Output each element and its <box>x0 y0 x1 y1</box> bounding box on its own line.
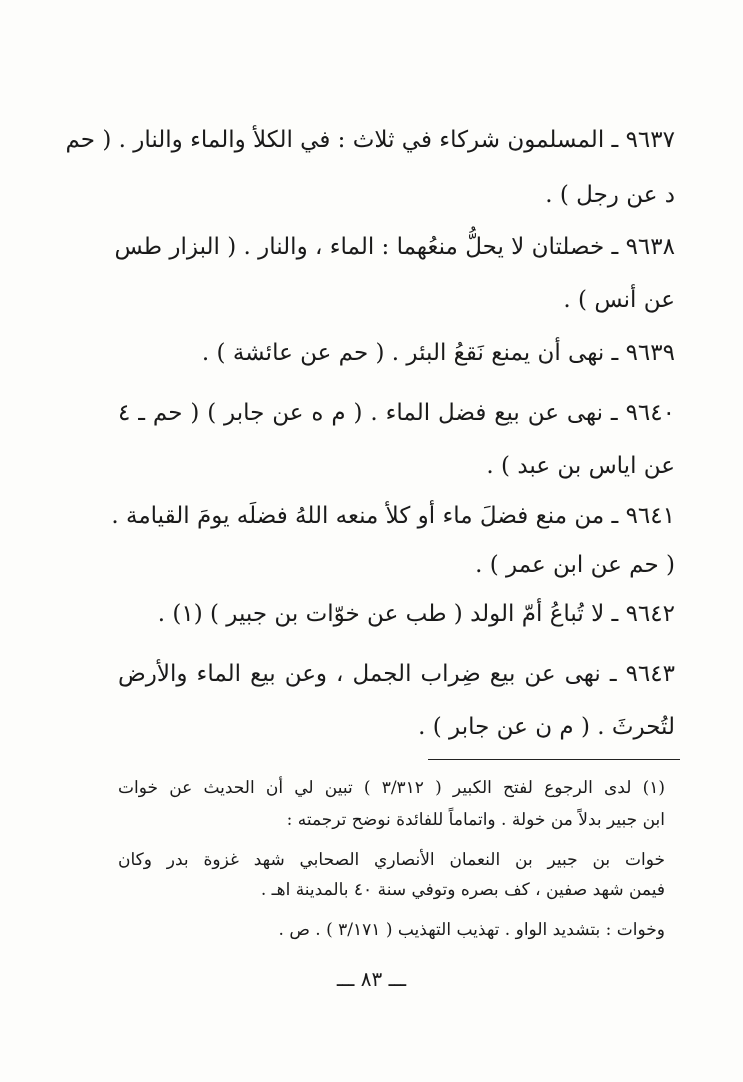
hadith-9639-line1: ٩٦٣٩ ـ نهى أن يمنع نَقعُ البئر . ( حم عن عائشة ) . <box>201 340 675 366</box>
footnote-line-2: ابن جبير بدلاً من خولة . واتماماً للفائدة نوضح ترجمته : <box>286 810 665 830</box>
hadith-9637-line2: د عن رجل ) . <box>545 182 675 208</box>
footnote-line-3: خوات بن جبير بن النعمان الأنصاري الصحابي شهد غزوة بدر وكان <box>118 850 665 870</box>
hadith-9640-line2: عن اياس بن عبد ) . <box>486 453 675 479</box>
page-number: ـــ ٨٣ ـــ <box>336 967 407 991</box>
hadith-9638-line1: ٩٦٣٨ ـ خصلتان لا يحلُّ منعُهما : الماء ، والنار . ( البزار طس <box>114 234 675 260</box>
footnote-line-4: فيمن شهد صفين ، كف بصره وتوفي سنة ٤٠ بالمدينة اهـ . <box>260 880 665 900</box>
hadith-9641-line1: ٩٦٤١ ـ من منع فضلَ ماء أو كلأ منعه اللهُ فضلَه يومَ القيامة . <box>111 503 675 529</box>
footnote-separator <box>428 759 680 760</box>
hadith-9641-line2: ( حم عن ابن عمر ) . <box>475 552 675 578</box>
hadith-9637-line1: ٩٦٣٧ ـ المسلمون شركاء في ثلاث : في الكلأ والماء والنار . ( حم <box>65 127 675 153</box>
hadith-9638-line2: عن أنس ) . <box>563 287 675 313</box>
hadith-9642-line1: ٩٦٤٢ ـ لا تُباعُ أمّ الولد ( طب عن خوّات بن جبير ) (١) . <box>157 601 675 627</box>
hadith-9643-line2: لتُحرثَ . ( م ن عن جابر ) . <box>418 714 675 740</box>
hadith-9640-line1: ٩٦٤٠ ـ نهى عن بيع فضل الماء . ( م ه عن جابر ) ( حم ـ ٤ <box>118 400 675 426</box>
footnote-line-5: وخوات : بتشديد الواو . تهذيب التهذيب ( ٣/١٧١ ) . ص . <box>278 920 665 940</box>
footnote-line-1: (١) لدى الرجوع لفتح الكبير ( ٣/٣١٢ ) تبين لي أن الحديث عن خوات <box>118 778 665 798</box>
hadith-9643-line1: ٩٦٤٣ ـ نهى عن بيع ضِراب الجمل ، وعن بيع الماء والأرض <box>118 661 675 687</box>
